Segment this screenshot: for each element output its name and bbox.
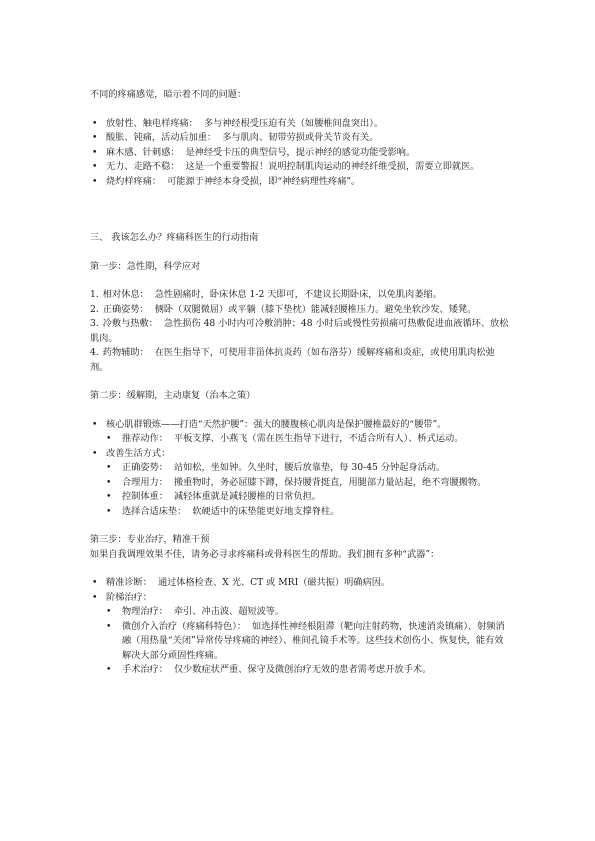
item-text: 软硬适中的床垫能更好地支撑脊柱。 [192,505,340,517]
list-item [90,432,510,447]
item-text: 牵引、冲击波、超短波等。 [173,606,285,617]
step-3-heading: 第三步：专业治疗，精准干预 [90,534,210,545]
item-text: 如选择性神经根阻滞（靶向注射药物，快速消炎镇痛）、射频消融（用热量“关闭”异常传导疼痛的神经）、椎间孔镜手术等。这些技术创伤小、恢复快，能有效解决大部分顽固性疼痛。 [122,620,505,661]
item-number: 2. [90,303,99,315]
numbered-item [90,303,510,318]
bullet-icon: • [92,161,98,172]
list-item [90,146,510,161]
item-label: 酸胀、钝痛，活动后加重： [106,132,217,143]
list-item [90,461,510,476]
item-label: 控制体重： [122,491,168,502]
list-item [90,418,510,433]
item-label: 正确姿势： [102,303,149,315]
list-item [90,117,510,132]
item-number: 3. [90,318,99,329]
item-label: 推荐动作： [122,433,168,444]
item-label: 合理用力： [122,476,168,488]
item-text: 急性剧痛时，卧床休息 1-2 天即可，不建议长期卧床，以免肌肉萎缩。 [154,289,442,300]
item-text: 阶梯治疗： [106,591,152,603]
bullet-icon: • [106,505,112,517]
bullet-icon: • [92,146,98,158]
item-text: 多与神经根受压迫有关（如腰椎间盘突出）。 [203,117,384,129]
list-item [90,175,510,190]
item-label: 相对休息： [102,289,149,300]
item-text: 核心肌群锻炼——打造“天然护腰”：强大的腰腹核心肌肉是保护腰椎最好的“腰带”。 [106,418,447,430]
list-item [90,131,510,146]
item-label: 手术治疗： [122,664,168,675]
item-text: 是神经受卡压的典型信号，提示神经的感觉功能受影响。 [185,146,416,158]
item-text: 平板支撑、小燕飞（需在医生指导下进行，不适合所有人）、桥式运动。 [173,433,464,444]
bullet-icon: • [106,620,112,632]
list-item [90,447,510,462]
step-1-list [90,288,510,375]
bullet-icon: • [92,117,98,129]
item-number: 1. [90,289,99,300]
item-text: 仅少数症状严重、保守及微创治疗无效的患者需考虑开放手术。 [173,664,432,675]
item-text: 站如松，坐如钟。久坐时，腰后放靠垫，每 30-45 分钟起身活动。 [173,462,446,473]
bullet-icon: • [106,433,112,444]
item-label: 药物辅助： [102,347,149,358]
item-label: 精准诊断： [106,577,152,588]
item-label: 物理治疗： [122,606,168,617]
numbered-item [90,346,510,375]
list-item [90,490,510,505]
step-2-heading: 第二步：缓解期，主动康复（治本之策） [90,390,256,401]
bullet-icon: • [106,606,112,617]
list-item [90,591,510,606]
item-text: 减轻体重就是减轻腰椎的日常负担。 [173,491,321,502]
step-1-heading: 第一步：急性期，科学应对 [90,260,201,272]
list-item [90,160,510,175]
bullet-icon: • [92,591,98,603]
bullet-icon: • [92,175,98,187]
list-item [90,663,510,678]
numbered-item [90,288,510,303]
item-text: 搬重物时，务必屈膝下蹲，保持腰背挺直，用腿部力量站起，绝不弯腰搬物。 [173,476,487,488]
list-item [90,476,510,491]
item-text: 多与肌肉、韧带劳损或骨关节炎有关。 [222,132,379,143]
item-text: 通过体格检查、X 光、CT 或 MRI（磁共振）明确病因。 [157,577,391,588]
list-item [90,620,510,664]
item-text: 急性损伤 48 小时内可冷敷消肿；48 小时后或慢性劳损痛可热敷促进血液循环、放松肌肉。 [90,318,509,344]
list-item [90,605,510,620]
item-label: 放射性、触电样疼痛： [106,117,198,129]
item-label: 选择合适床垫： [122,505,187,517]
bullet-icon: • [92,418,98,430]
step-3-list [90,576,510,678]
bullet-icon: • [92,447,98,459]
item-label: 无力、走路不稳： [106,161,180,172]
item-text: 可能源于神经本身受损，即“神经病理性疼痛”。 [167,175,361,187]
bullet-icon: • [106,664,112,675]
pain-types-intro: 不同的疼痛感觉，暗示着不同的问题： [90,89,247,100]
step-2-list [90,418,510,520]
bullet-icon: • [106,491,112,502]
bullet-icon: • [106,462,112,473]
list-item [90,505,510,520]
bullet-icon: • [92,132,98,143]
item-label: 冷敷与热敷： [102,318,158,329]
numbered-item [90,317,510,346]
pain-types-list [90,117,510,190]
item-text: 这是一个重要警报！说明控制肌肉运动的神经纤维受损，需要立即就医。 [185,161,480,172]
item-label: 烧灼样疼痛： [106,175,162,187]
step-3-intro: 如果自我调理效果不佳，请务必寻求疼痛科或骨科医生的帮助。我们拥有多种“武器”： [90,548,440,560]
item-text: 侧卧（双腿微屈）或平躺（膝下垫枕）能减轻腰椎压力。避免坐软沙发、矮凳。 [154,303,477,315]
list-item [90,576,510,591]
document-body [90,88,510,678]
item-number: 4. [90,347,99,358]
bullet-icon: • [92,577,98,588]
item-text: 改善生活方式： [106,447,171,459]
item-label: 微创介入治疗（疼痛科特色）： [122,620,247,632]
bullet-icon: • [106,476,112,488]
item-text: 在医生指导下，可使用非甾体抗炎药（如布洛芬）缓解疼痛和炎症，或使用肌肉松弛剂。 [90,347,495,373]
item-label: 正确姿势： [122,462,168,473]
item-label: 麻木感、针刺感： [106,146,180,158]
section-3-heading: 三、 我该怎么办？疼痛科医生的行动指南 [90,232,259,243]
